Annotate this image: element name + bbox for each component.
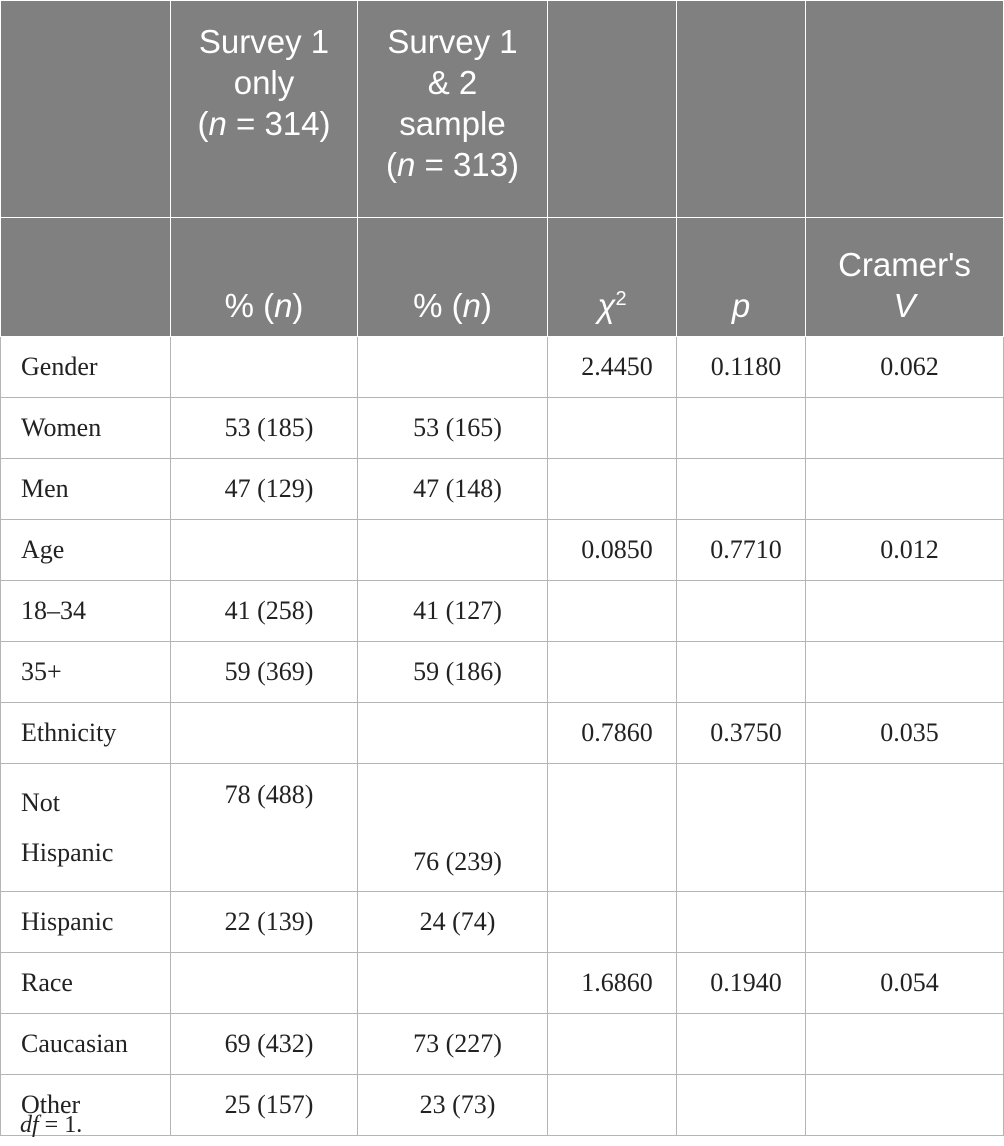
table-row: Other 25 (157) 23 (73)	[1, 1075, 1004, 1136]
header-survey1-only: Survey 1 only (n = 314)	[171, 1, 358, 218]
header-blank	[1, 1, 171, 218]
table-footnote: df = 1.	[20, 1112, 83, 1138]
table-row: Age 0.0850 0.7710 0.012	[1, 520, 1004, 581]
table-row: 18–34 41 (258) 41 (127)	[1, 581, 1004, 642]
table-row: Ethnicity 0.7860 0.3750 0.035	[1, 703, 1004, 764]
header-cramers-v: Cramer's V	[806, 218, 1004, 337]
table-row: 35+ 59 (369) 59 (186)	[1, 642, 1004, 703]
table-row: Not Hispanic 78 (488) 76 (239)	[1, 764, 1004, 892]
header-blank	[1, 218, 171, 337]
header-survey12-sample: Survey 1 & 2 sample (n = 313)	[358, 1, 548, 218]
row-label-not-hispanic: Not Hispanic	[1, 764, 171, 892]
header-blank	[806, 1, 1004, 218]
header-p: p	[677, 218, 806, 337]
table-row: Men 47 (129) 47 (148)	[1, 459, 1004, 520]
table-row: Caucasian 69 (432) 73 (227)	[1, 1014, 1004, 1075]
header-blank	[677, 1, 806, 218]
table-row: Women 53 (185) 53 (165)	[1, 398, 1004, 459]
header-percent-n-2: % (n)	[358, 218, 548, 337]
header-row-bottom	[1, 218, 1004, 337]
header-chi-square: $\chi^2$	[548, 218, 677, 337]
header-row-top	[1, 1, 1004, 218]
table-row: Hispanic 22 (139) 24 (74)	[1, 892, 1004, 953]
header-percent-n-1: % (n)	[171, 218, 358, 337]
table-row: Race 1.6860 0.1940 0.054	[1, 953, 1004, 1014]
header-blank	[548, 1, 677, 218]
table-row: Gender 2.4450 0.1180 0.062	[1, 337, 1004, 398]
